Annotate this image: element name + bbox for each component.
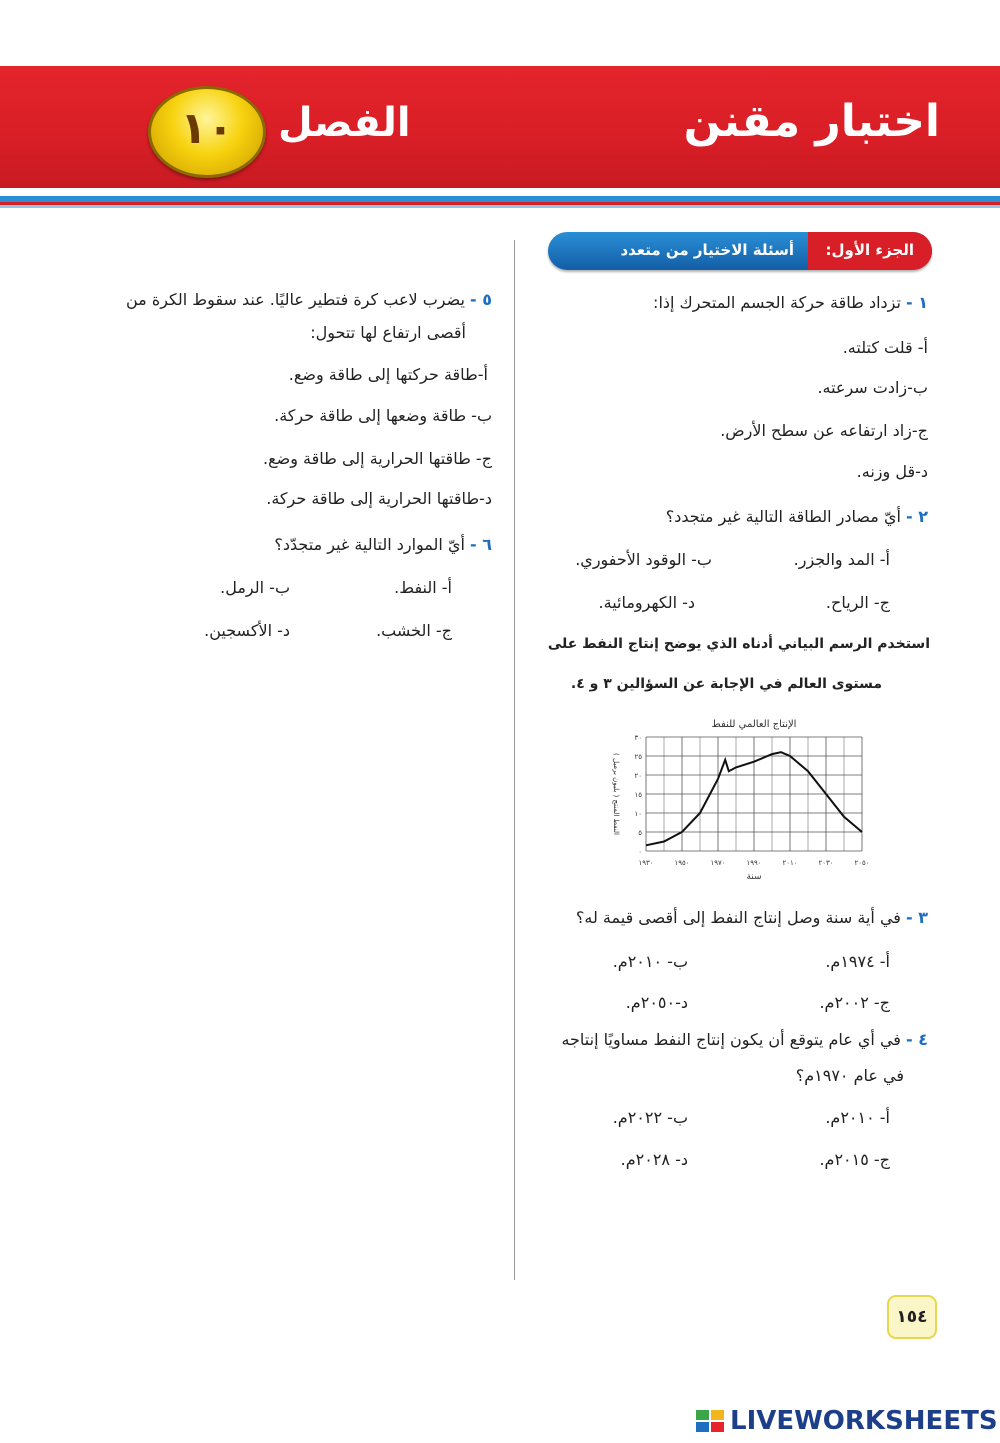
footer-brand[interactable]: LIVEWORKSHEETS <box>730 1406 998 1436</box>
option[interactable]: د- الكهرومائية. <box>598 593 695 612</box>
option[interactable]: ج- طاقتها الحرارية إلى طاقة وضع. <box>263 449 492 468</box>
question-number: ٥ - <box>470 290 492 309</box>
x-tick-label: ٢٠٥٠ <box>854 859 870 867</box>
question-number: ٣ - <box>906 908 928 927</box>
option[interactable]: ب- الرمل. <box>220 578 290 597</box>
x-tick-label: ١٩٣٠ <box>638 859 654 867</box>
question-4 <box>561 1030 928 1049</box>
x-axis-label: سنة <box>746 872 762 882</box>
liveworksheets-logo-icon <box>696 1410 726 1434</box>
question-text: أيّ مصادر الطاقة التالية غير متجدد؟ <box>665 507 901 526</box>
option[interactable]: أ- ٢٠١٠م. <box>825 1108 890 1127</box>
x-tick-label: ٢٠٣٠ <box>818 859 834 867</box>
part-subtitle: أسئلة الاختيار من متعدد <box>620 241 794 259</box>
page-title: اختبار مقنن <box>683 96 940 147</box>
option[interactable]: ج- ٢٠٠٢م. <box>819 993 890 1012</box>
header-stripe <box>0 188 1000 196</box>
option[interactable]: ج- ٢٠١٥م. <box>819 1150 890 1169</box>
y-axis-label: النفط المنتج ( بليون برميل ) <box>612 753 620 835</box>
question-6 <box>274 535 492 554</box>
option[interactable]: أ- المد والجزر. <box>793 550 890 569</box>
option[interactable]: د- الأكسجين. <box>204 621 290 640</box>
question-number: ٤ - <box>906 1030 928 1049</box>
y-tick-label: ١٠ <box>634 810 642 818</box>
option[interactable]: ب- ٢٠١٠م. <box>612 952 688 971</box>
option[interactable]: أ- قلت كتلته. <box>842 338 928 357</box>
option[interactable]: د-قل وزنه. <box>856 462 928 481</box>
option[interactable]: ب- طاقة وضعها إلى طاقة حركة. <box>274 406 492 425</box>
oil-production-chart <box>600 715 880 895</box>
question-text: في أية سنة وصل إنتاج النفط إلى أقصى قيمة له؟ <box>575 908 901 927</box>
x-tick-label: ٢٠١٠ <box>782 859 798 867</box>
question-text: أيّ الموارد التالية غير متجدّد؟ <box>274 535 465 554</box>
option[interactable]: ج- الرياح. <box>825 593 890 612</box>
question-3 <box>576 908 928 927</box>
x-tick-label: ١٩٧٠ <box>710 859 726 867</box>
question-number: ٦ - <box>470 535 492 554</box>
option[interactable]: أ- النفط. <box>394 578 452 597</box>
header-stripe-light <box>0 205 1000 208</box>
option[interactable]: د-٢٠٥٠م. <box>625 993 688 1012</box>
instruction-line-1: استخدم الرسم البياني أدناه الذي يوضح إنتاج النفط على <box>547 636 930 652</box>
question-text-cont: أقصى ارتفاع لها تتحول: <box>310 323 466 342</box>
chapter-label: الفصل <box>278 100 411 146</box>
option[interactable]: ج-زاد ارتفاعه عن سطح الأرض. <box>720 421 928 440</box>
question-1 <box>653 293 928 312</box>
y-tick-label: ٠ <box>638 848 642 856</box>
question-number: ١ - <box>906 293 928 312</box>
y-tick-label: ١٥ <box>634 791 642 799</box>
option[interactable]: ج- الخشب. <box>376 621 452 640</box>
question-text: في أي عام يتوقع أن يكون إنتاج النفط مساويًا إنتاجه <box>561 1030 901 1049</box>
question-2 <box>666 507 928 526</box>
part-heading <box>548 232 932 270</box>
chapter-badge <box>148 86 266 178</box>
option[interactable]: د- ٢٠٢٨م. <box>620 1150 688 1169</box>
question-text: يضرب لاعب كرة فتطير عاليًا. عند سقوط الكرة من <box>126 290 465 309</box>
y-tick-label: ٢٥ <box>634 753 642 761</box>
y-tick-label: ٥ <box>638 829 642 837</box>
question-number: ٢ - <box>906 507 928 526</box>
chapter-number: ١٠ <box>180 103 234 154</box>
y-tick-label: ٢٠ <box>634 772 642 780</box>
part-label: الجزء الأول: <box>825 241 914 259</box>
option[interactable]: ب- ٢٠٢٢م. <box>612 1108 688 1127</box>
option[interactable]: أ- ١٩٧٤م. <box>825 952 890 971</box>
option[interactable]: ب-زادت سرعته. <box>817 378 928 397</box>
option[interactable]: ب- الوقود الأحفوري. <box>575 550 712 569</box>
column-divider <box>514 240 515 1280</box>
question-text: تزداد طاقة حركة الجسم المتحرك إذا: <box>653 293 901 312</box>
option[interactable]: أ-طاقة حركتها إلى طاقة وضع. <box>288 365 488 384</box>
instruction-line-2: مستوى العالم في الإجابة عن السؤالين ٣ و ٤. <box>570 676 882 692</box>
x-tick-label: ١٩٩٠ <box>746 859 762 867</box>
chart-title: الإنتاج العالمي للنفط <box>711 719 797 730</box>
x-tick-label: ١٩٥٠ <box>674 859 690 867</box>
option[interactable]: د-طاقتها الحرارية إلى طاقة حركة. <box>266 489 492 508</box>
page-number: ١٥٤ <box>887 1295 937 1339</box>
question-text-cont: في عام ١٩٧٠م؟ <box>795 1066 904 1085</box>
y-tick-label: ٣٠ <box>634 734 642 742</box>
question-5 <box>126 290 492 309</box>
